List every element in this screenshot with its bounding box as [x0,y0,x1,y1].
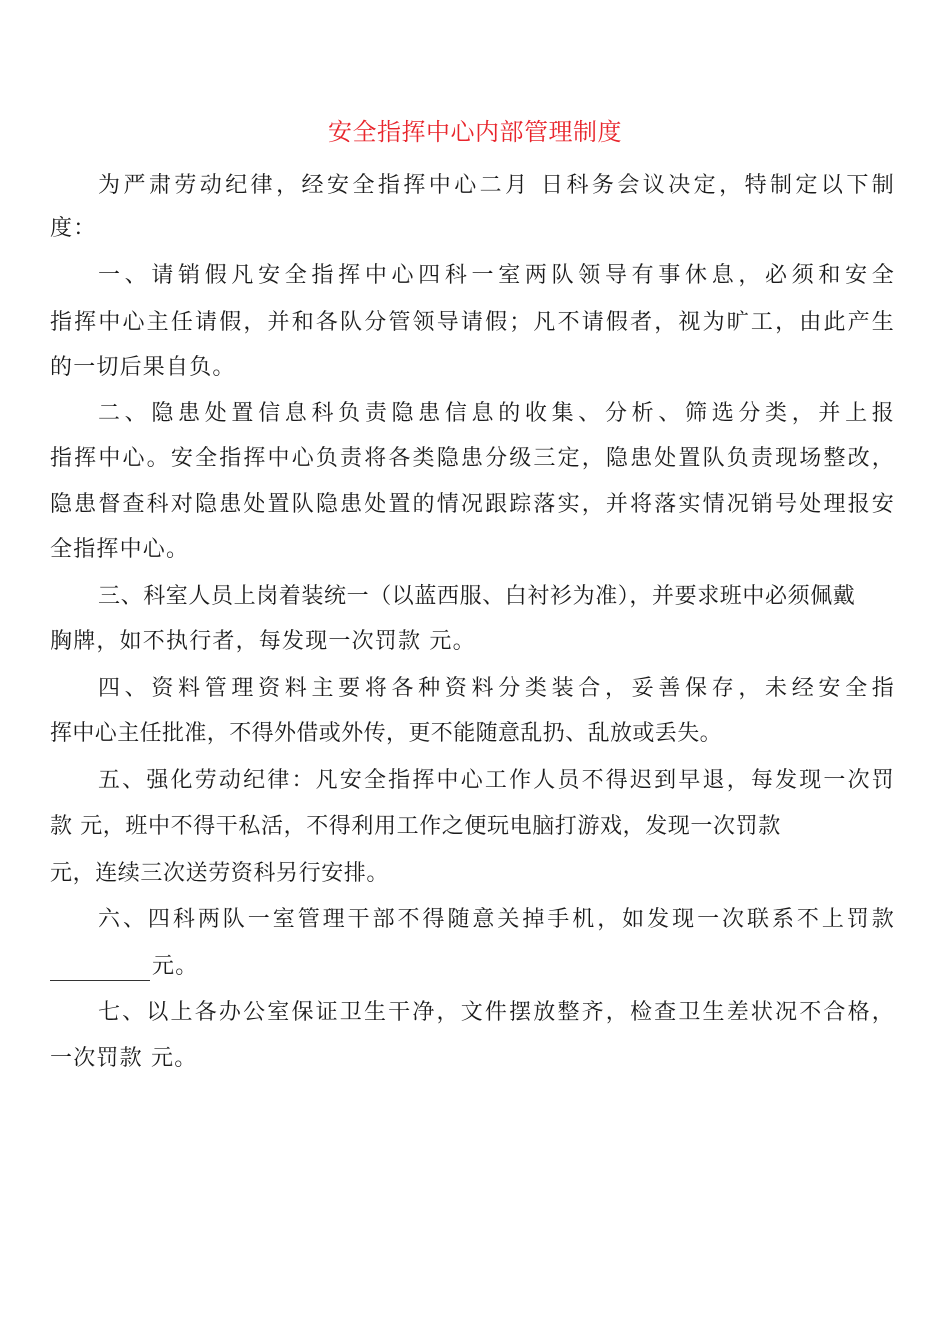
item-7-line-2: 一次罚款 元。 [50,1046,198,1071]
item-1-line-2: 指挥中心主任请假，并和各队分管领导请假；凡不请假者，视为旷工，由此产生 [50,310,895,335]
intro-line-1: 为严肃劳动纪律，经安全指挥中心二月 日科务会议决定，特制定以下制 [98,173,895,198]
item-6-line-2-wrap [50,953,895,981]
item-2-line-3: 隐患督查科对隐患处置队隐患处置的情况跟踪落实，并将落实情况销号处理报安 [50,492,895,517]
item-2-line-4: 全指挥中心。 [50,537,190,562]
item-3-line-2: 胸牌，如不执行者，每发现一次罚款 元。 [50,629,476,654]
item-1-line-1: 一、请销假凡安全指挥中心四科一室两队领导有事休息，必须和安全 [98,263,895,288]
item-6-line-2: 元。 [152,954,199,979]
item-5-line-3: 元，连续三次送劳资科另行安排。 [50,861,390,886]
intro-line-2: 度： [50,216,97,241]
item-5-line-1: 五、强化劳动纪律：凡安全指挥中心工作人员不得迟到早退，每发现一次罚 [98,768,895,793]
item-3-line-1: 三、科室人员上岗着装统一（以蓝西服、白衬衫为准），并要求班中必须佩戴 [98,584,856,609]
item-7-line-1: 七、以上各办公室保证卫生干净，文件摆放整齐，检查卫生差状况不合格， [98,1000,895,1025]
item-1-line-3: 的一切后果自负。 [50,355,236,380]
item-5-line-2: 款 元，班中不得干私活，不得利用工作之便玩电脑打游戏，发现一次罚款 [50,814,781,839]
item-4-line-2: 挥中心主任批准，不得外借或外传，更不能随意乱扔、乱放或丢失。 [50,721,723,746]
document-title: 安全指挥中心内部管理制度 [328,118,622,146]
item-2-line-1: 二、隐患处置信息科负责隐患信息的收集、分析、筛选分类，并上报 [98,401,895,426]
blank-underline [50,958,150,981]
item-6-line-1: 六、四科两队一室管理干部不得随意关掉手机，如发现一次联系不上罚款 [98,907,895,932]
item-4-line-1: 四、资料管理资料主要将各种资料分类装合，妥善保存，未经安全指 [98,676,895,701]
item-2-line-2: 指挥中心。安全指挥中心负责将各类隐患分级三定，隐患处置队负责现场整改， [50,446,895,471]
